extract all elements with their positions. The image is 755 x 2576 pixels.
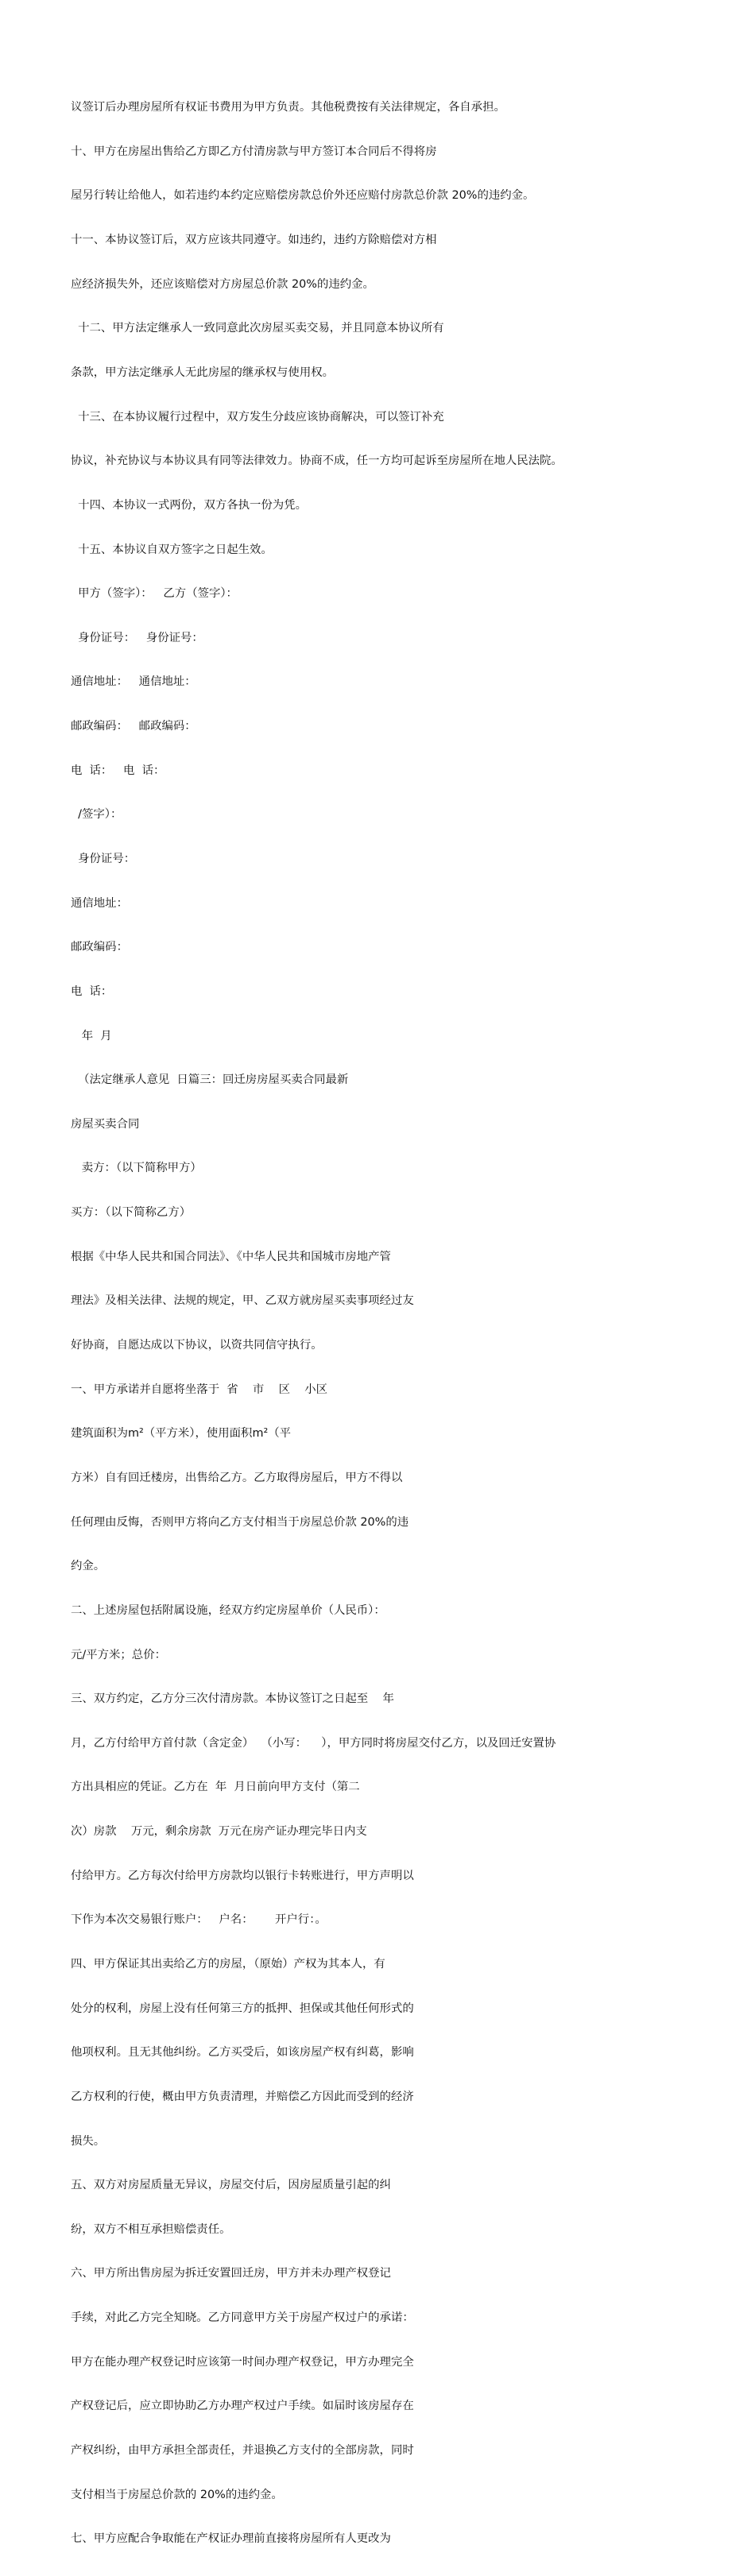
text-line: 十一、本协议签订后，双方应该共同遵守。如违约，违约方除赔偿对方相 bbox=[71, 234, 437, 247]
text-line: 二、上述房屋包括附属设施，经双方约定房屋单价（人民币）： bbox=[71, 1603, 385, 1617]
text-line: 通信地址： 通信地址： bbox=[71, 675, 196, 689]
text-line: 身份证号： 身份证号： bbox=[71, 631, 203, 644]
text-line: 通信地址： bbox=[71, 896, 128, 910]
text-line: 三、双方约定，乙方分三次付清房款。本协议签订之日起至 年 bbox=[71, 1692, 394, 1706]
text-line: 次）房款 万元，剩余房款 万元在房产证办理完毕日内支 bbox=[71, 1825, 367, 1839]
text-line: 方出具相应的凭证。乙方在 年 月日前向甲方支付（第二 bbox=[71, 1781, 360, 1794]
text-line: 建筑面积为m²（平方米），使用面积m²（平 bbox=[71, 1427, 292, 1441]
text-line: 十三、在本协议履行过程中，双方发生分歧应该协商解决，可以签订补充 bbox=[71, 410, 444, 424]
text-line: 七、甲方应配合争取能在产权证办理前直接将房屋所有人更改为 bbox=[71, 2532, 391, 2546]
text-line: 乙方权利的行使，概由甲方负责清理，并赔偿乙方因此而受到的经济 bbox=[71, 2090, 414, 2103]
text-line: 买方：（以下简称乙方） bbox=[71, 1206, 192, 1220]
text-line: 六、甲方所出售房屋为拆迁安置回迁房，甲方并未办理产权登记 bbox=[71, 2267, 391, 2280]
text-line: 十四、本协议一式两份，双方各执一份为凭。 bbox=[71, 498, 307, 512]
text-line: 产权登记后，应立即协助乙方办理产权过户手续。如届时该房屋存在 bbox=[71, 2400, 414, 2413]
text-line: 任何理由反悔，否则甲方将向乙方支付相当于房屋总价款 20%的违 bbox=[71, 1515, 409, 1529]
text-line: 电 话： bbox=[71, 984, 113, 998]
text-line: 身份证号： bbox=[71, 852, 136, 865]
text-line: 十、甲方在房屋出售给乙方即乙方付清房款与甲方签订本合同后不得将房 bbox=[71, 145, 437, 158]
text-line: 好协商，自愿达成以下协议，以资共同信守执行。 bbox=[71, 1339, 323, 1352]
text-line: 甲方在能办理产权登记时应该第一时间办理产权登记，甲方办理完全 bbox=[71, 2355, 414, 2369]
text-line: 屋另行转让给他人，如若违约本约定应赔偿房款总价外还应赔付房款总价款 20%的违约金。 bbox=[71, 189, 535, 203]
text-line: 方米）自有回迁楼房，出售给乙方。乙方取得房屋后，甲方不得以 bbox=[71, 1471, 403, 1484]
text-line: 约金。 bbox=[71, 1560, 106, 1573]
text-line: 损失。 bbox=[71, 2134, 106, 2148]
text-line: 付给甲方。乙方每次付给甲方房款均以银行卡转账进行，甲方声明以 bbox=[71, 1869, 414, 1882]
contract-text bbox=[71, 71, 707, 2576]
text-line: 下作为本次交易银行账户： 户名： 开户行：。 bbox=[71, 1913, 327, 1927]
text-line: （法定继承人意见 日篇三：回迁房房屋买卖合同最新 bbox=[71, 1073, 349, 1087]
text-line: 月，乙方付给甲方首付款（含定金） （小写： ），甲方同时将房屋交付乙方，以及回迁安置协 bbox=[71, 1736, 556, 1750]
text-line: 手续，对此乙方完全知晓。乙方同意甲方关于房屋产权过户的承诺： bbox=[71, 2311, 414, 2325]
text-line: 四、甲方保证其出卖给乙方的房屋，（原始）产权为其本人，有 bbox=[71, 1958, 385, 1971]
text-line: 五、双方对房屋质量无异议，房屋交付后，因房屋质量引起的纠 bbox=[71, 2179, 391, 2192]
text-line: 电 话： 电 话： bbox=[71, 764, 165, 777]
text-line: 卖方：（以下简称甲方） bbox=[71, 1162, 202, 1175]
text-line: 年 月 bbox=[71, 1029, 112, 1042]
text-line: 产权纠纷，由甲方承担全部责任，并退换乙方支付的全部房款，同时 bbox=[71, 2444, 414, 2458]
text-line: 元/平方米；总价： bbox=[71, 1648, 166, 1661]
text-line: 他项权利。且无其他纠纷。乙方买受后，如该房屋产权有纠葛，影响 bbox=[71, 2046, 414, 2060]
text-line: 根据《中华人民共和国合同法》、《中华人民共和国城市房地产管 bbox=[71, 1250, 391, 1263]
text-line: 应经济损失外，还应该赔偿对方房屋总价款 20%的违约金。 bbox=[71, 277, 374, 291]
text-line: 房屋买卖合同 bbox=[71, 1117, 140, 1131]
text-line: 邮政编码： bbox=[71, 941, 128, 954]
text-line: 理法》及相关法律、法规的规定，甲、乙双方就房屋买卖事项经过友 bbox=[71, 1294, 414, 1308]
text-line: /签字）： bbox=[71, 808, 122, 822]
text-line: 处分的权利，房屋上没有任何第三方的抵押、担保或其他任何形式的 bbox=[71, 2002, 414, 2015]
text-line: 一、甲方承诺并自愿将坐落于 省 市 区 小区 bbox=[71, 1383, 328, 1396]
text-line: 条款，甲方法定继承人无此房屋的继承权与使用权。 bbox=[71, 366, 334, 379]
text-line: 纷，双方不相互承担赔偿责任。 bbox=[71, 2222, 231, 2236]
text-line: 议签订后办理房屋所有权证书费用为甲方负责。其他税费按有关法律规定，各自承担。 bbox=[71, 101, 505, 114]
text-line: 十二、甲方法定继承人一致同意此次房屋买卖交易，并且同意本协议所有 bbox=[71, 322, 444, 335]
text-line: 协议，补充协议与本协议具有同等法律效力。协商不成，任一方均可起诉至房屋所在地人民法院。 bbox=[71, 454, 563, 468]
text-line: 十五、本协议自双方签字之日起生效。 bbox=[71, 543, 273, 556]
text-line: 邮政编码： 邮政编码： bbox=[71, 720, 196, 733]
text-line: 甲方（签字）： 乙方（签字）： bbox=[71, 587, 238, 601]
text-line: 支付相当于房屋总价款的 20%的违约金。 bbox=[71, 2488, 283, 2501]
